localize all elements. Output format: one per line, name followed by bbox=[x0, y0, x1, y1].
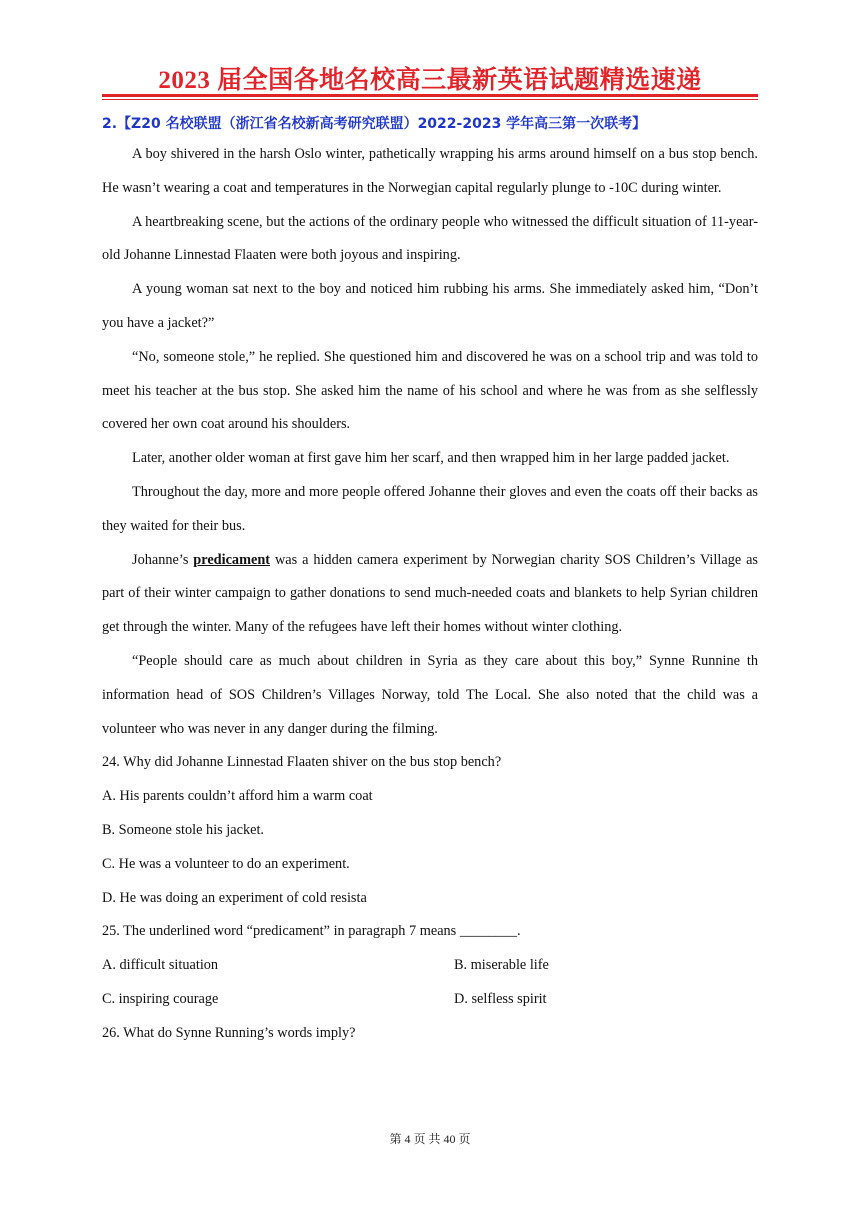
passage-content bbox=[102, 138, 758, 1051]
section-heading: 2.【Z20 名校联盟（浙江省名校新高考研究联盟）2022-2023 学年高三第一次联考】 bbox=[102, 116, 647, 132]
paragraph-4: “No, someone stole,” he replied. She questioned him and discovered he was on a school trip and was told to meet his teacher at the bus stop. She asked him the name of his school and where he was from as she selflessly covered her own coat around his shoulders. bbox=[102, 348, 758, 433]
paragraph-2: A heartbreaking scene, but the actions of the ordinary people who witnessed the difficult situation of 11-year-old Johanne Linnestad Flaaten were both joyous and inspiring. bbox=[102, 213, 758, 264]
question-25-stem: 25. The underlined word “predicament” in paragraph 7 means ________. bbox=[102, 923, 521, 940]
question-24-option-d: D. He was doing an experiment of cold resista bbox=[102, 889, 367, 906]
paragraph-5: Later, another older woman at first gave him her scarf, and then wrapped him in her large padded jacket. bbox=[132, 450, 730, 467]
question-25-option-b: B. miserable life bbox=[454, 957, 549, 974]
paragraph-7-start: Johanne’s bbox=[132, 551, 194, 568]
header-rule-thin bbox=[102, 99, 758, 100]
paragraph-3: A young woman sat next to the boy and noticed him rubbing his arms. She immediately asked him, “Don’t you have a jacket?” bbox=[102, 281, 758, 331]
question-24-option-b: B. Someone stole his jacket. bbox=[102, 821, 265, 838]
question-25-options-row-1 bbox=[102, 949, 758, 983]
question-25-option-d: D. selfless spirit bbox=[454, 990, 547, 1007]
question-25-options-row-2 bbox=[102, 983, 758, 1017]
paragraph-6: Throughout the day, more and more people offered Johanne their gloves and even the coats off their backs as they waited for their bus. bbox=[102, 483, 758, 534]
paragraph-1: A boy shivered in the harsh Oslo winter, pathetically wrapping his arms around himself on a bus stop bench. He wasn’t wearing a coat and temperatures in the Norwegian capital regularly plunge to -10C during winter. bbox=[102, 146, 758, 196]
document-title: 2023 届全国各地名校高三最新英语试题精选速递 bbox=[158, 67, 702, 94]
paragraph-7-end: was a hidden camera experiment by Norwegian charity SOS Children’s Village as part of their winter campaign to gather donations to send much-needed coats and blankets to help Syrian children get through the winter. Many of the refugees have left their homes without winter clothing. bbox=[102, 551, 758, 636]
paragraph-7 bbox=[102, 544, 758, 645]
underlined-keyword: predicament bbox=[193, 551, 271, 568]
paragraph-8: “People should care as much about children in Syria as they care about this boy,” Synne Runnine th information head of SOS Children’s Villages Norway, told The Local. She also noted that the child was a volunteer who was never in any danger during the filming. bbox=[102, 652, 758, 737]
question-24-option-c: C. He was a volunteer to do an experiment. bbox=[102, 855, 350, 872]
header-rule-thick bbox=[102, 94, 758, 97]
question-24-option-a: A. His parents couldn’t afford him a warm coat bbox=[102, 788, 373, 805]
question-25-option-a: A. difficult situation bbox=[102, 957, 219, 974]
question-25-option-c: C. inspiring courage bbox=[102, 990, 219, 1007]
page-footer: 第 4 页 共 40 页 bbox=[389, 1132, 471, 1146]
question-26-stem: 26. What do Synne Running’s words imply? bbox=[102, 1024, 356, 1041]
question-24-stem: 24. Why did Johanne Linnestad Flaaten shiver on the bus stop bench? bbox=[102, 754, 502, 771]
